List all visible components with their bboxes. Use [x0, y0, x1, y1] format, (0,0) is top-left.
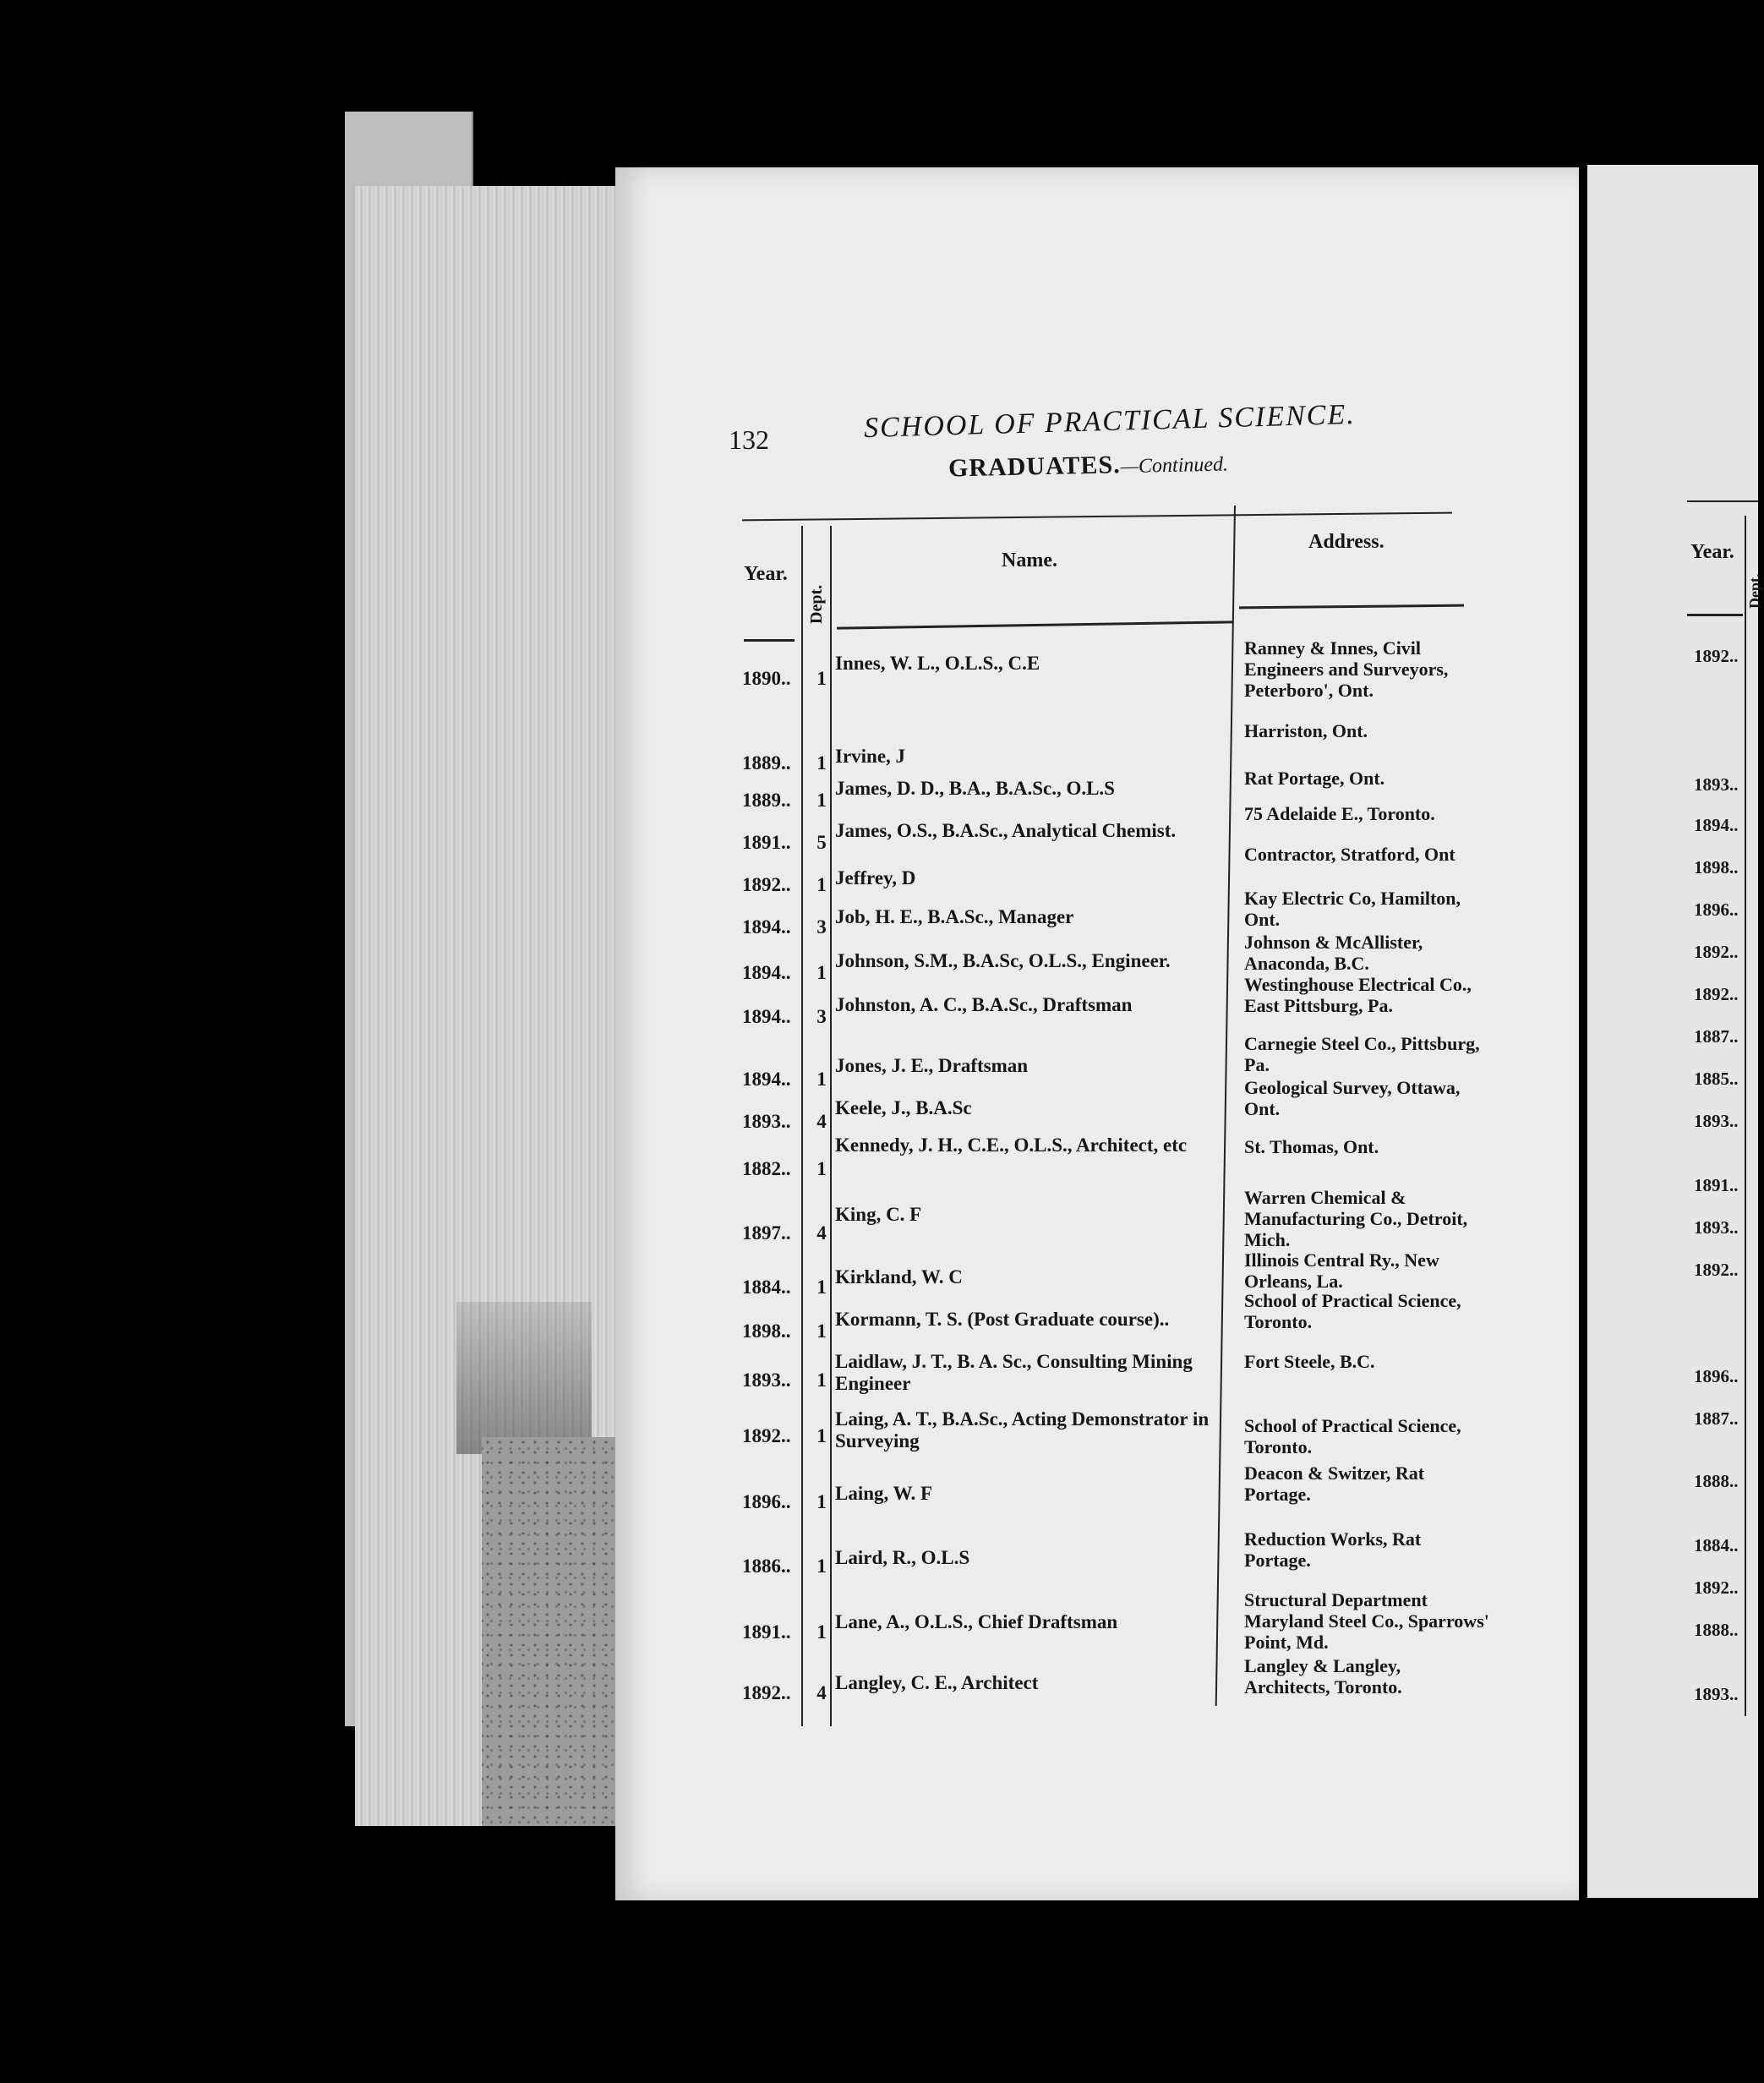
row-year: 1893.. [742, 1111, 791, 1132]
row-dept: 1 [816, 1320, 827, 1342]
row-year: 1892.. [742, 1425, 791, 1446]
row-year: 1882.. [742, 1158, 791, 1179]
row-year: 1886.. [742, 1555, 791, 1577]
next-page-year: 1896.. [1694, 899, 1739, 920]
row-dept: 3 [816, 916, 827, 938]
row-name: Laing, A. T., B.A.Sc., Acting Demonstrator in Surveying [835, 1408, 1210, 1452]
header-dept: Dept. [807, 584, 826, 624]
row-year: 1890.. [742, 668, 791, 689]
row-dept: 4 [816, 1682, 827, 1703]
row-name: Job, H. E., B.A.Sc., Manager [835, 906, 1074, 927]
next-page-year: 1891.. [1694, 1175, 1739, 1195]
row-name: Kennedy, J. H., C.E., O.L.S., Architect, etc [835, 1134, 1188, 1156]
row-year: 1891.. [742, 832, 791, 853]
section-title-suffix: —Continued. [1120, 453, 1229, 478]
row-dept: 1 [816, 1370, 827, 1391]
row-name: Johnson, S.M., B.A.Sc, O.L.S., Engineer. [835, 950, 1171, 971]
row-address: St. Thomas, Ont. [1244, 1136, 1379, 1157]
row-dept: 1 [816, 790, 827, 811]
next-page-year: 1884.. [1694, 1535, 1739, 1555]
row-address: Structural Department Maryland Steel Co., Sparrows' Point, Md. [1244, 1589, 1489, 1653]
row-address: School of Practical Science, Toronto. [1244, 1415, 1461, 1457]
row-address: Contractor, Stratford, Ont [1244, 844, 1455, 865]
page-stack-edge [355, 186, 634, 1826]
edge-stain [456, 1302, 592, 1454]
row-dept: 4 [816, 1111, 827, 1132]
row-name: Keele, J., B.A.Sc [835, 1097, 972, 1118]
row-dept: 1 [816, 874, 827, 895]
row-name: Jeffrey, D [835, 867, 916, 888]
next-page-year: 1893.. [1694, 1111, 1739, 1131]
row-name: Laing, W. F [835, 1483, 933, 1504]
row-address: Illinois Central Ry., New Orleans, La. [1244, 1249, 1439, 1292]
row-name: Langley, C. E., Architect [835, 1672, 1039, 1693]
row-address: Langley & Langley, Architects, Toronto. [1244, 1655, 1402, 1698]
next-page-year: 1893.. [1694, 774, 1739, 795]
row-year: 1898.. [742, 1320, 791, 1342]
row-year: 1892.. [742, 1682, 791, 1703]
row-address: Warren Chemical & Manufacturing Co., Detroit, Mich. [1244, 1187, 1468, 1250]
header-underline-year [744, 639, 795, 642]
next-page-year: 1887.. [1694, 1026, 1739, 1047]
next-page-year: 1892.. [1694, 1260, 1739, 1280]
next-page-year: 1893.. [1694, 1684, 1739, 1704]
row-dept: 1 [816, 1069, 827, 1090]
next-page-header-underline [1687, 614, 1743, 616]
row-dept: 1 [816, 752, 827, 774]
row-dept: 1 [816, 1158, 827, 1179]
header-year: Year. [744, 563, 788, 585]
row-dept: 1 [816, 1621, 827, 1643]
header-address: Address. [1308, 531, 1384, 553]
row-address: Johnson & McAllister, Anaconda, B.C. [1244, 932, 1423, 974]
row-year: 1894.. [742, 1006, 791, 1027]
row-address: Rat Portage, Ont. [1244, 768, 1385, 789]
row-address: Harriston, Ont. [1244, 720, 1368, 741]
row-address: Fort Steele, B.C. [1244, 1351, 1375, 1372]
section-title [948, 449, 1229, 484]
next-page-year: 1894.. [1694, 815, 1739, 835]
running-title: SCHOOL OF PRACTICAL SCIENCE. [863, 398, 1357, 445]
row-year: 1884.. [742, 1277, 791, 1298]
row-year: 1893.. [742, 1370, 791, 1391]
row-year: 1892.. [742, 874, 791, 895]
row-year: 1894.. [742, 962, 791, 983]
row-name: King, C. F [835, 1204, 922, 1225]
page-number: 132 [729, 424, 769, 455]
table-row [727, 1351, 1505, 1408]
next-page-year: 1898.. [1694, 857, 1739, 877]
row-year: 1897.. [742, 1222, 791, 1244]
row-dept: 1 [816, 1555, 827, 1577]
row-dept: 1 [816, 962, 827, 983]
row-address: School of Practical Science, Toronto. [1244, 1290, 1461, 1332]
row-dept: 1 [816, 668, 827, 689]
next-page-year-rule [1745, 516, 1746, 1716]
table-row [727, 1655, 1505, 1731]
table-row [727, 637, 1505, 701]
table-row [727, 974, 1505, 1036]
row-name: Irvine, J [835, 746, 906, 767]
row-address: Deacon & Switzer, Rat Portage. [1244, 1462, 1425, 1505]
row-year: 1894.. [742, 916, 791, 938]
row-name: Lane, A., O.L.S., Chief Draftsman [835, 1611, 1118, 1632]
row-address: Geological Survey, Ottawa, Ont. [1244, 1077, 1461, 1119]
row-address: Reduction Works, Rat Portage. [1244, 1528, 1422, 1571]
row-dept: 3 [816, 1006, 827, 1027]
row-name: Kirkland, W. C [835, 1266, 963, 1288]
row-address: Carnegie Steel Co., Pittsburg, Pa. [1244, 1033, 1480, 1075]
row-name: James, D. D., B.A., B.A.Sc., O.L.S [835, 778, 1115, 799]
row-dept: 1 [816, 1277, 827, 1298]
next-page-year: 1888.. [1694, 1620, 1739, 1640]
next-page-year: 1893.. [1694, 1217, 1739, 1238]
row-year: 1889.. [742, 790, 791, 811]
row-name: James, O.S., B.A.Sc., Analytical Chemist. [835, 820, 1177, 841]
row-year: 1894.. [742, 1069, 791, 1090]
next-page-year: 1888.. [1694, 1471, 1739, 1491]
next-page-year: 1892.. [1694, 984, 1739, 1004]
row-dept: 1 [816, 1491, 827, 1512]
row-year: 1891.. [742, 1621, 791, 1643]
row-address: 75 Adelaide E., Toronto. [1244, 803, 1435, 824]
row-name: Laird, R., O.L.S [835, 1547, 970, 1568]
next-page-year: 1887.. [1694, 1408, 1739, 1429]
row-dept: 4 [816, 1222, 827, 1244]
next-page-header-dept: Dept. [1746, 573, 1763, 609]
row-name: Kormann, T. S. (Post Graduate course).. [835, 1309, 1170, 1330]
row-year: 1889.. [742, 752, 791, 774]
header-name: Name. [1002, 549, 1057, 571]
row-year: 1896.. [742, 1491, 791, 1512]
row-dept: 1 [816, 1425, 827, 1446]
row-address: Westinghouse Electrical Co., East Pittsburg, Pa. [1244, 974, 1472, 1016]
next-page-year: 1892.. [1694, 1577, 1739, 1598]
row-dept: 5 [816, 832, 827, 853]
next-page-year: 1892.. [1694, 646, 1739, 666]
row-address: Kay Electric Co, Hamilton, Ont. [1244, 888, 1461, 930]
next-page-year: 1892.. [1694, 942, 1739, 962]
row-address: Ranney & Innes, Civil Engineers and Surveyors, Peterboro', Ont. [1244, 637, 1449, 701]
row-name: Johnston, A. C., B.A.Sc., Draftsman [835, 994, 1133, 1015]
row-name: Jones, J. E., Draftsman [835, 1055, 1029, 1076]
edge-speckle [482, 1437, 634, 1826]
table-row [727, 1187, 1505, 1255]
next-page-header-year: Year. [1690, 541, 1734, 563]
next-page-year: 1896.. [1694, 1366, 1739, 1386]
next-page-top-rule [1687, 500, 1758, 502]
row-name: Innes, W. L., O.L.S., C.E [835, 653, 1040, 674]
section-title-text: GRADUATES. [948, 451, 1121, 483]
table-row [727, 1134, 1505, 1190]
row-name: Laidlaw, J. T., B. A. Sc., Consulting Mining Engineer [835, 1351, 1193, 1394]
next-page-year: 1885.. [1694, 1069, 1739, 1089]
